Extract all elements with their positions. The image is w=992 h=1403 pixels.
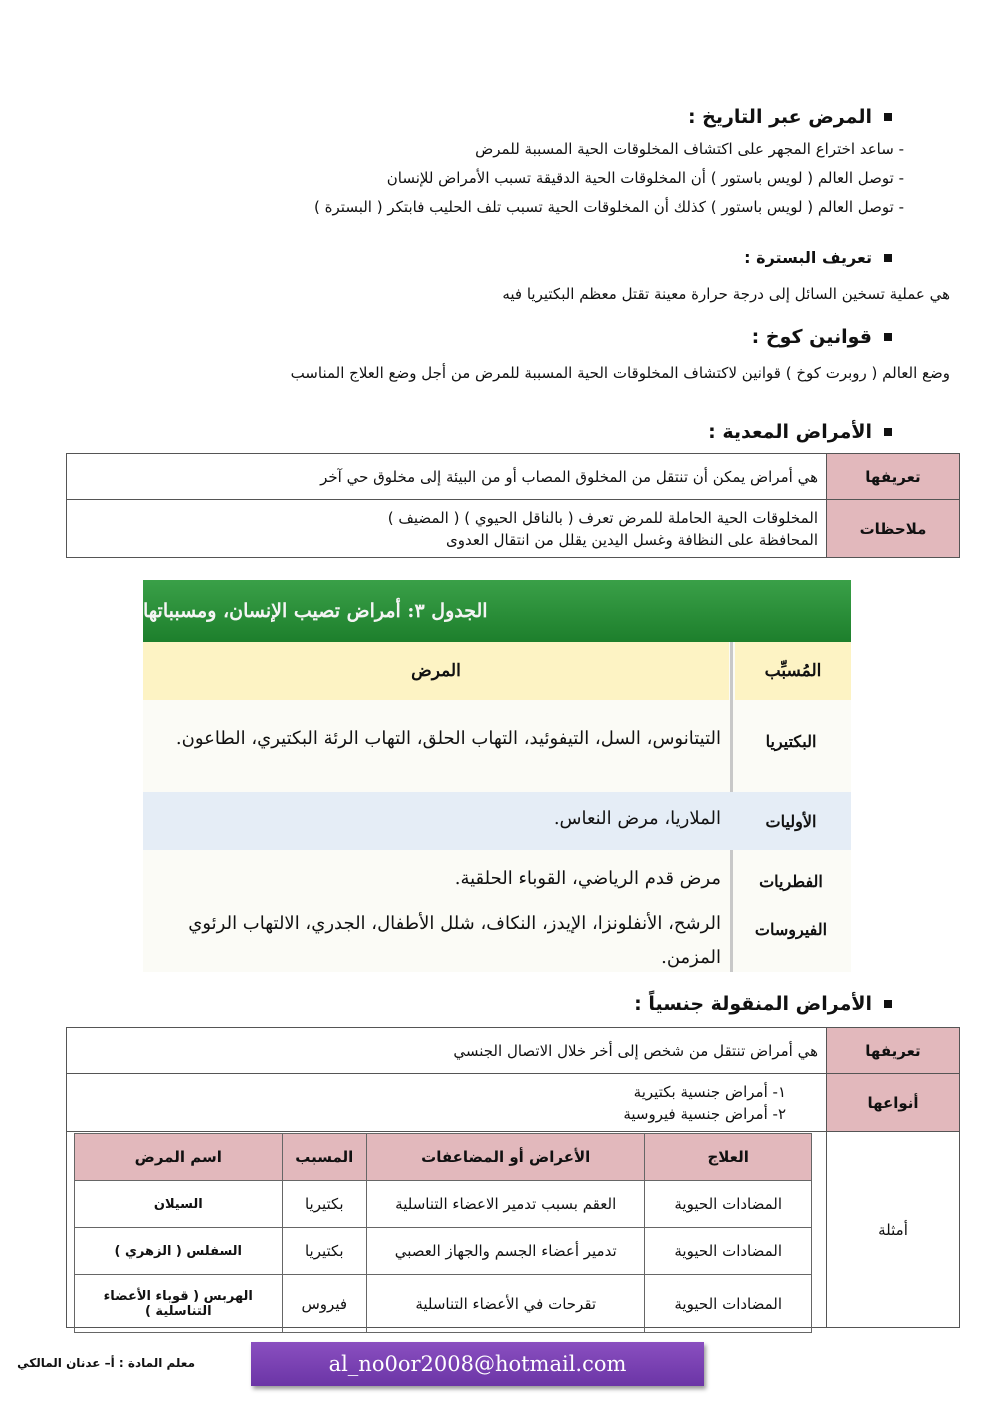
label-std-examples: أمثلة bbox=[827, 1132, 960, 1328]
symptoms-cell: تدمير أعضاء الجسم والجهاز العصبي bbox=[366, 1228, 644, 1275]
figure-title: الجدول ٣: أمراض تصيب الإنسان، ومسبباتها bbox=[143, 580, 851, 642]
bullet-icon bbox=[884, 428, 892, 436]
header-symptoms: الأعراض أو المضاعفات bbox=[366, 1134, 644, 1181]
pasteurization-text: هي عملية تسخين السائل إلى درجة حرارة معينة تقتل معظم البكتيريا فيه bbox=[502, 285, 950, 303]
label-std-definition: تعريفها bbox=[827, 1028, 960, 1074]
koch-text: وضع العالم ( روبرت كوخ ) قوانين لاكتشاف المخلوقات الحية المسببة للمرض من أجل وضع العلاج المناسب bbox=[290, 364, 950, 382]
cause-cell: بكتيريا bbox=[282, 1181, 366, 1228]
treatment-cell: المضادات الحيوية bbox=[645, 1228, 812, 1275]
diseases-bacteria: التيتانوس، السل، التيفوئيد، التهاب الحلق، التهاب الرئة البكتيري، الطاعون. bbox=[175, 728, 721, 749]
disease-name-cell: الهربس ( قوباء الأعضاء التناسلية ) bbox=[75, 1275, 283, 1333]
table-row bbox=[75, 1181, 812, 1228]
std-examples-table bbox=[74, 1133, 812, 1333]
bullet-icon bbox=[884, 333, 892, 341]
infectious-notes bbox=[67, 500, 827, 558]
cause-fungi: الفطريات bbox=[759, 872, 823, 891]
section-title-koch: قوانين كوخ : bbox=[752, 326, 892, 348]
diseases-fungi: مرض قدم الرياضي، القوباء الحلقية. bbox=[454, 868, 721, 889]
symptoms-cell: العقم بسبب تدمير الاعضاء التناسلية bbox=[366, 1181, 644, 1228]
header-treatment: العلاج bbox=[645, 1134, 812, 1181]
infectious-table bbox=[66, 453, 960, 558]
history-line-2: - توصل العالم ( لويس باستور ) أن المخلوقات الحية الدقيقة تسبب الأمراض للإنسان bbox=[387, 169, 904, 187]
section-title-history: المرض عبر التاريخ : bbox=[688, 106, 892, 128]
label-notes: ملاحظات bbox=[827, 500, 960, 558]
std-type-1: ١- أمراض جنسية بكتيرية bbox=[633, 1082, 786, 1101]
note-line-1: المخلوقات الحية الحاملة للمرض تعرف ( بالناقل الحيوي ) ( المضيف ) bbox=[387, 508, 818, 527]
note-line-2: المحافظة على النظافة وغسل اليدين يقلل من انتقال العدوى bbox=[446, 530, 818, 549]
label-definition: تعريفها bbox=[827, 454, 960, 500]
cause-cell: فيروس bbox=[282, 1275, 366, 1333]
bullet-icon bbox=[884, 113, 892, 121]
history-line-1: - ساعد اختراع المجهر على اكتشاف المخلوقات الحية المسببة للمرض bbox=[475, 140, 904, 158]
section-title-std: الأمراض المنقولة جنسياً : bbox=[634, 993, 892, 1015]
section-title-infectious: الأمراض المعدية : bbox=[708, 421, 892, 443]
std-definition: هي أمراض تنتقل من شخص إلى أخر خلال الاتصال الجنسي bbox=[67, 1028, 827, 1074]
cause-bacteria: البكتيريا bbox=[765, 732, 817, 751]
treatment-cell: المضادات الحيوية bbox=[645, 1275, 812, 1333]
table-row bbox=[75, 1228, 812, 1275]
diseases-viruses: الرشح، الأنفلونزا، الإيدز، النكاف، شلل الأطفال، الجدري، الالتهاب الرئوي المزمن. bbox=[188, 913, 721, 968]
treatment-cell: المضادات الحيوية bbox=[645, 1181, 812, 1228]
symptoms-cell: تقرحات في الأعضاء التناسلية bbox=[366, 1275, 644, 1333]
col-head-cause: المُسبِّب bbox=[735, 642, 851, 700]
diseases-protozoa: الملاريا، مرض النعاس. bbox=[553, 808, 721, 829]
teacher-credit: معلم المادة : أ– عدنان المالكي bbox=[17, 1356, 195, 1370]
cause-cell: بكتيريا bbox=[282, 1228, 366, 1275]
disease-name-cell: السفلس ( الزهري ) bbox=[75, 1228, 283, 1275]
infectious-definition: هي أمراض يمكن أن تنتقل من المخلوق المصاب أو من البيئة إلى مخلوق حي آخر bbox=[67, 454, 827, 500]
section-title-pasteurization: تعريف البسترة : bbox=[744, 248, 892, 267]
cause-viruses: الفيروسات bbox=[754, 920, 828, 939]
col-head-disease: المرض bbox=[143, 642, 729, 700]
disease-causes-figure bbox=[143, 580, 851, 972]
table-row bbox=[75, 1275, 812, 1333]
history-line-3: - توصل العالم ( لويس باستور ) كذلك أن المخلوقات الحية تسبب تلف الحليب فابتكر ( البسترة ) bbox=[314, 198, 904, 216]
std-types bbox=[67, 1074, 827, 1132]
disease-name-cell: السيلان bbox=[75, 1181, 283, 1228]
header-disease-name: اسم المرض bbox=[75, 1134, 283, 1181]
bullet-icon bbox=[884, 1000, 892, 1008]
label-std-types: أنواعها bbox=[827, 1074, 960, 1132]
cause-protozoa: الأوليات bbox=[765, 812, 817, 831]
email-banner: al_no0or2008@hotmail.com bbox=[251, 1342, 704, 1386]
header-cause: المسبب bbox=[282, 1134, 366, 1181]
std-type-2: ٢- أمراض جنسية فيروسية bbox=[623, 1104, 786, 1123]
bullet-icon bbox=[884, 254, 892, 262]
